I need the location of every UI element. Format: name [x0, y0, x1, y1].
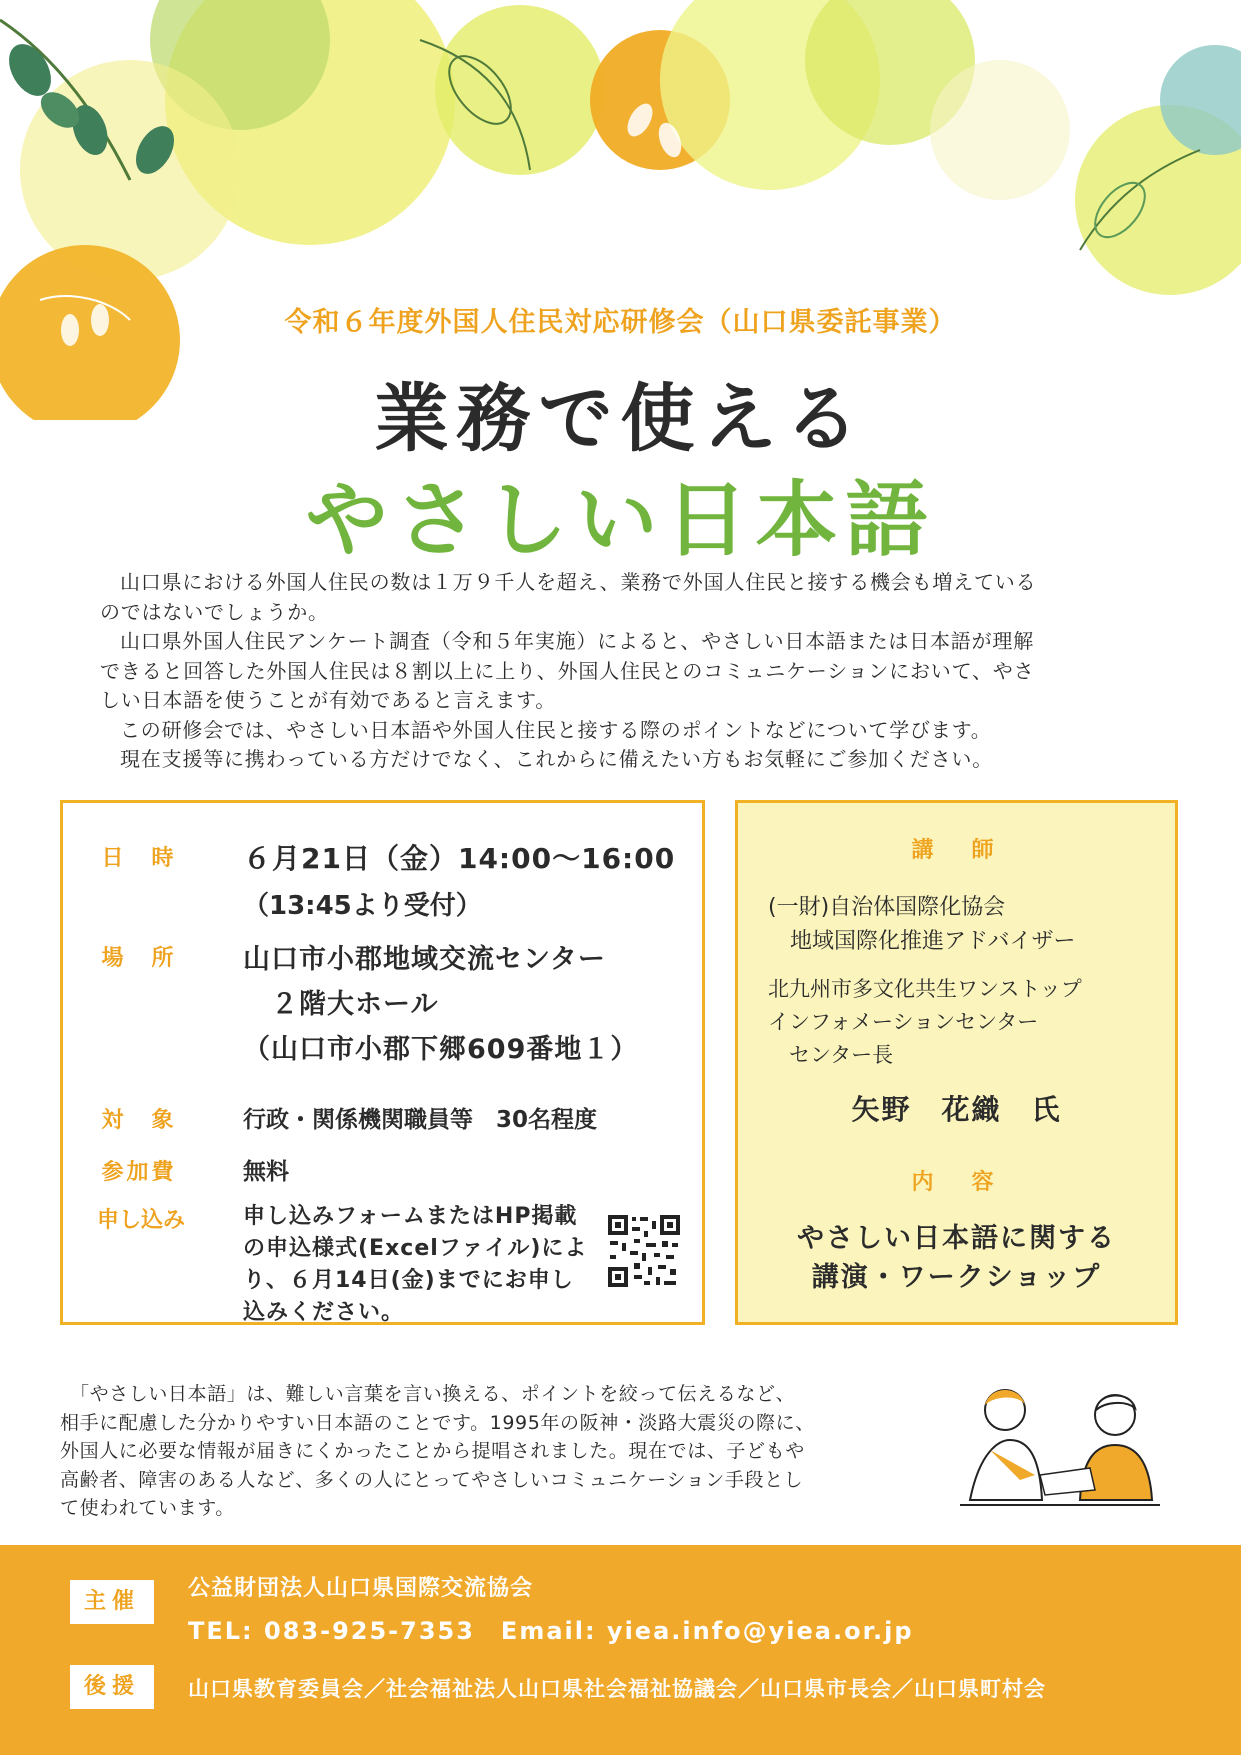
apply-line: 込みください。 — [243, 1300, 405, 1325]
place-label: 場 所 — [101, 946, 177, 971]
lecturer-box — [735, 800, 1178, 1325]
intro-text — [100, 568, 1150, 775]
host-tag: 主催 — [70, 1580, 154, 1624]
intro-line: 現在支援等に携わっている方だけでなく、これからに備えたい方もお気軽にご参加ください。 — [120, 747, 993, 771]
host-contact[interactable]: TEL: 083-925-7353 Email: yiea.info@yiea.or.jp — [188, 1617, 914, 1645]
event-subtitle: 令和６年度外国人住民対応研修会（山口県委託事業） — [284, 307, 957, 338]
page-title: 業務で使える — [374, 376, 867, 462]
note-line: 相手に配慮した分かりやすい日本語のことです。1995年の阪神・淡路大震災の際に、 — [60, 1411, 815, 1434]
note-line: 高齢者、障害のある人など、多くの人にとってやさしいコミュニケーション手段とし — [60, 1468, 804, 1491]
footer-band — [0, 1545, 1241, 1755]
citrus-leaf-decoration — [0, 0, 1241, 420]
place-value-group — [243, 937, 638, 1072]
lecturer-org2: 北九州市多文化共生ワンストップ — [768, 977, 1082, 1001]
lecturer-name: 矢野 花織 氏 — [851, 1093, 1062, 1126]
intro-line: しい日本語を使うことが有効であると言えます。 — [100, 688, 556, 712]
lecturer-org2-line: インフォメーションセンター — [768, 1010, 1039, 1034]
date-value: ６月21日（金）14:00～16:00 — [243, 842, 676, 875]
date-label: 日 時 — [101, 846, 177, 871]
reception-time: （13:45より受付） — [243, 891, 482, 921]
lecturer-org: (一財)自治体国際化協会 — [768, 895, 1006, 920]
apply-line: り、６月14日(金)までにお申し — [243, 1268, 574, 1293]
event-details-box — [60, 800, 705, 1325]
lecturer-org2-role: センター長 — [768, 1043, 894, 1067]
place-name: 山口市小郡地域交流センター — [243, 944, 606, 975]
page-title-highlight: やさしい日本語 — [305, 473, 936, 568]
target-value: 行政・関係機関職員等 30名程度 — [243, 1107, 598, 1133]
fee-label: 参加費 — [101, 1160, 177, 1185]
qr-code-icon[interactable] — [606, 1213, 682, 1289]
support-organizations: 山口県教育委員会／社会福祉法人山口県社会福祉協議会／山口県市長会／山口県町村会 — [188, 1677, 1046, 1701]
content-text-line2: 講演・ワークショップ — [811, 1262, 1102, 1293]
definition-note — [60, 1380, 945, 1523]
intro-line: 山口県外国人住民アンケート調査（令和５年実施）によると、やさしい日本語または日本語が理解 — [120, 629, 1034, 653]
intro-line: できると回答した外国人住民は８割以上に上り、外国人住民とのコミュニケーションにおいて、やさ — [100, 658, 1035, 683]
intro-line: 山口県における外国人住民の数は１万９千人を超え、業務で外国人住民と接する機会も増えている — [120, 570, 1037, 594]
intro-line: のではないでしょうか。 — [100, 599, 329, 624]
conversation-illustration — [960, 1380, 1160, 1510]
place-address: （山口市小郡下郷609番地１） — [243, 1034, 639, 1065]
note-line: 「やさしい日本語」は、難しい言葉を言い換える、ポイントを絞って伝えるなど、 — [70, 1383, 796, 1405]
target-label: 対 象 — [101, 1108, 177, 1133]
date-value-group — [243, 837, 675, 922]
intro-line: この研修会では、やさしい日本語や外国人住民と接する際のポイントなどについて学びます。 — [120, 717, 992, 742]
apply-value-group — [243, 1201, 587, 1329]
fee-value: 無料 — [243, 1159, 289, 1185]
apply-label: 申し込み — [96, 1208, 185, 1233]
content-heading: 内 容 — [911, 1170, 1002, 1195]
host-name: 公益財団法人山口県国際交流協会 — [188, 1576, 534, 1601]
note-line: て使われています。 — [60, 1497, 235, 1519]
apply-line: の申込様式(Excelファイル)によ — [243, 1236, 588, 1261]
support-tag: 後援 — [70, 1665, 154, 1709]
apply-line: 申し込みフォームまたはHP掲載 — [243, 1204, 578, 1229]
lecturer-heading: 講 師 — [911, 838, 1002, 863]
content-text: やさしい日本語に関する — [797, 1223, 1116, 1254]
lecturer-org-role: 地域国際化推進アドバイザー — [768, 929, 1076, 954]
note-line: 外国人に必要な情報が届きにくかったことから提唱されました。現在では、子どもや — [60, 1440, 805, 1462]
place-room: ２階大ホール — [243, 989, 439, 1020]
